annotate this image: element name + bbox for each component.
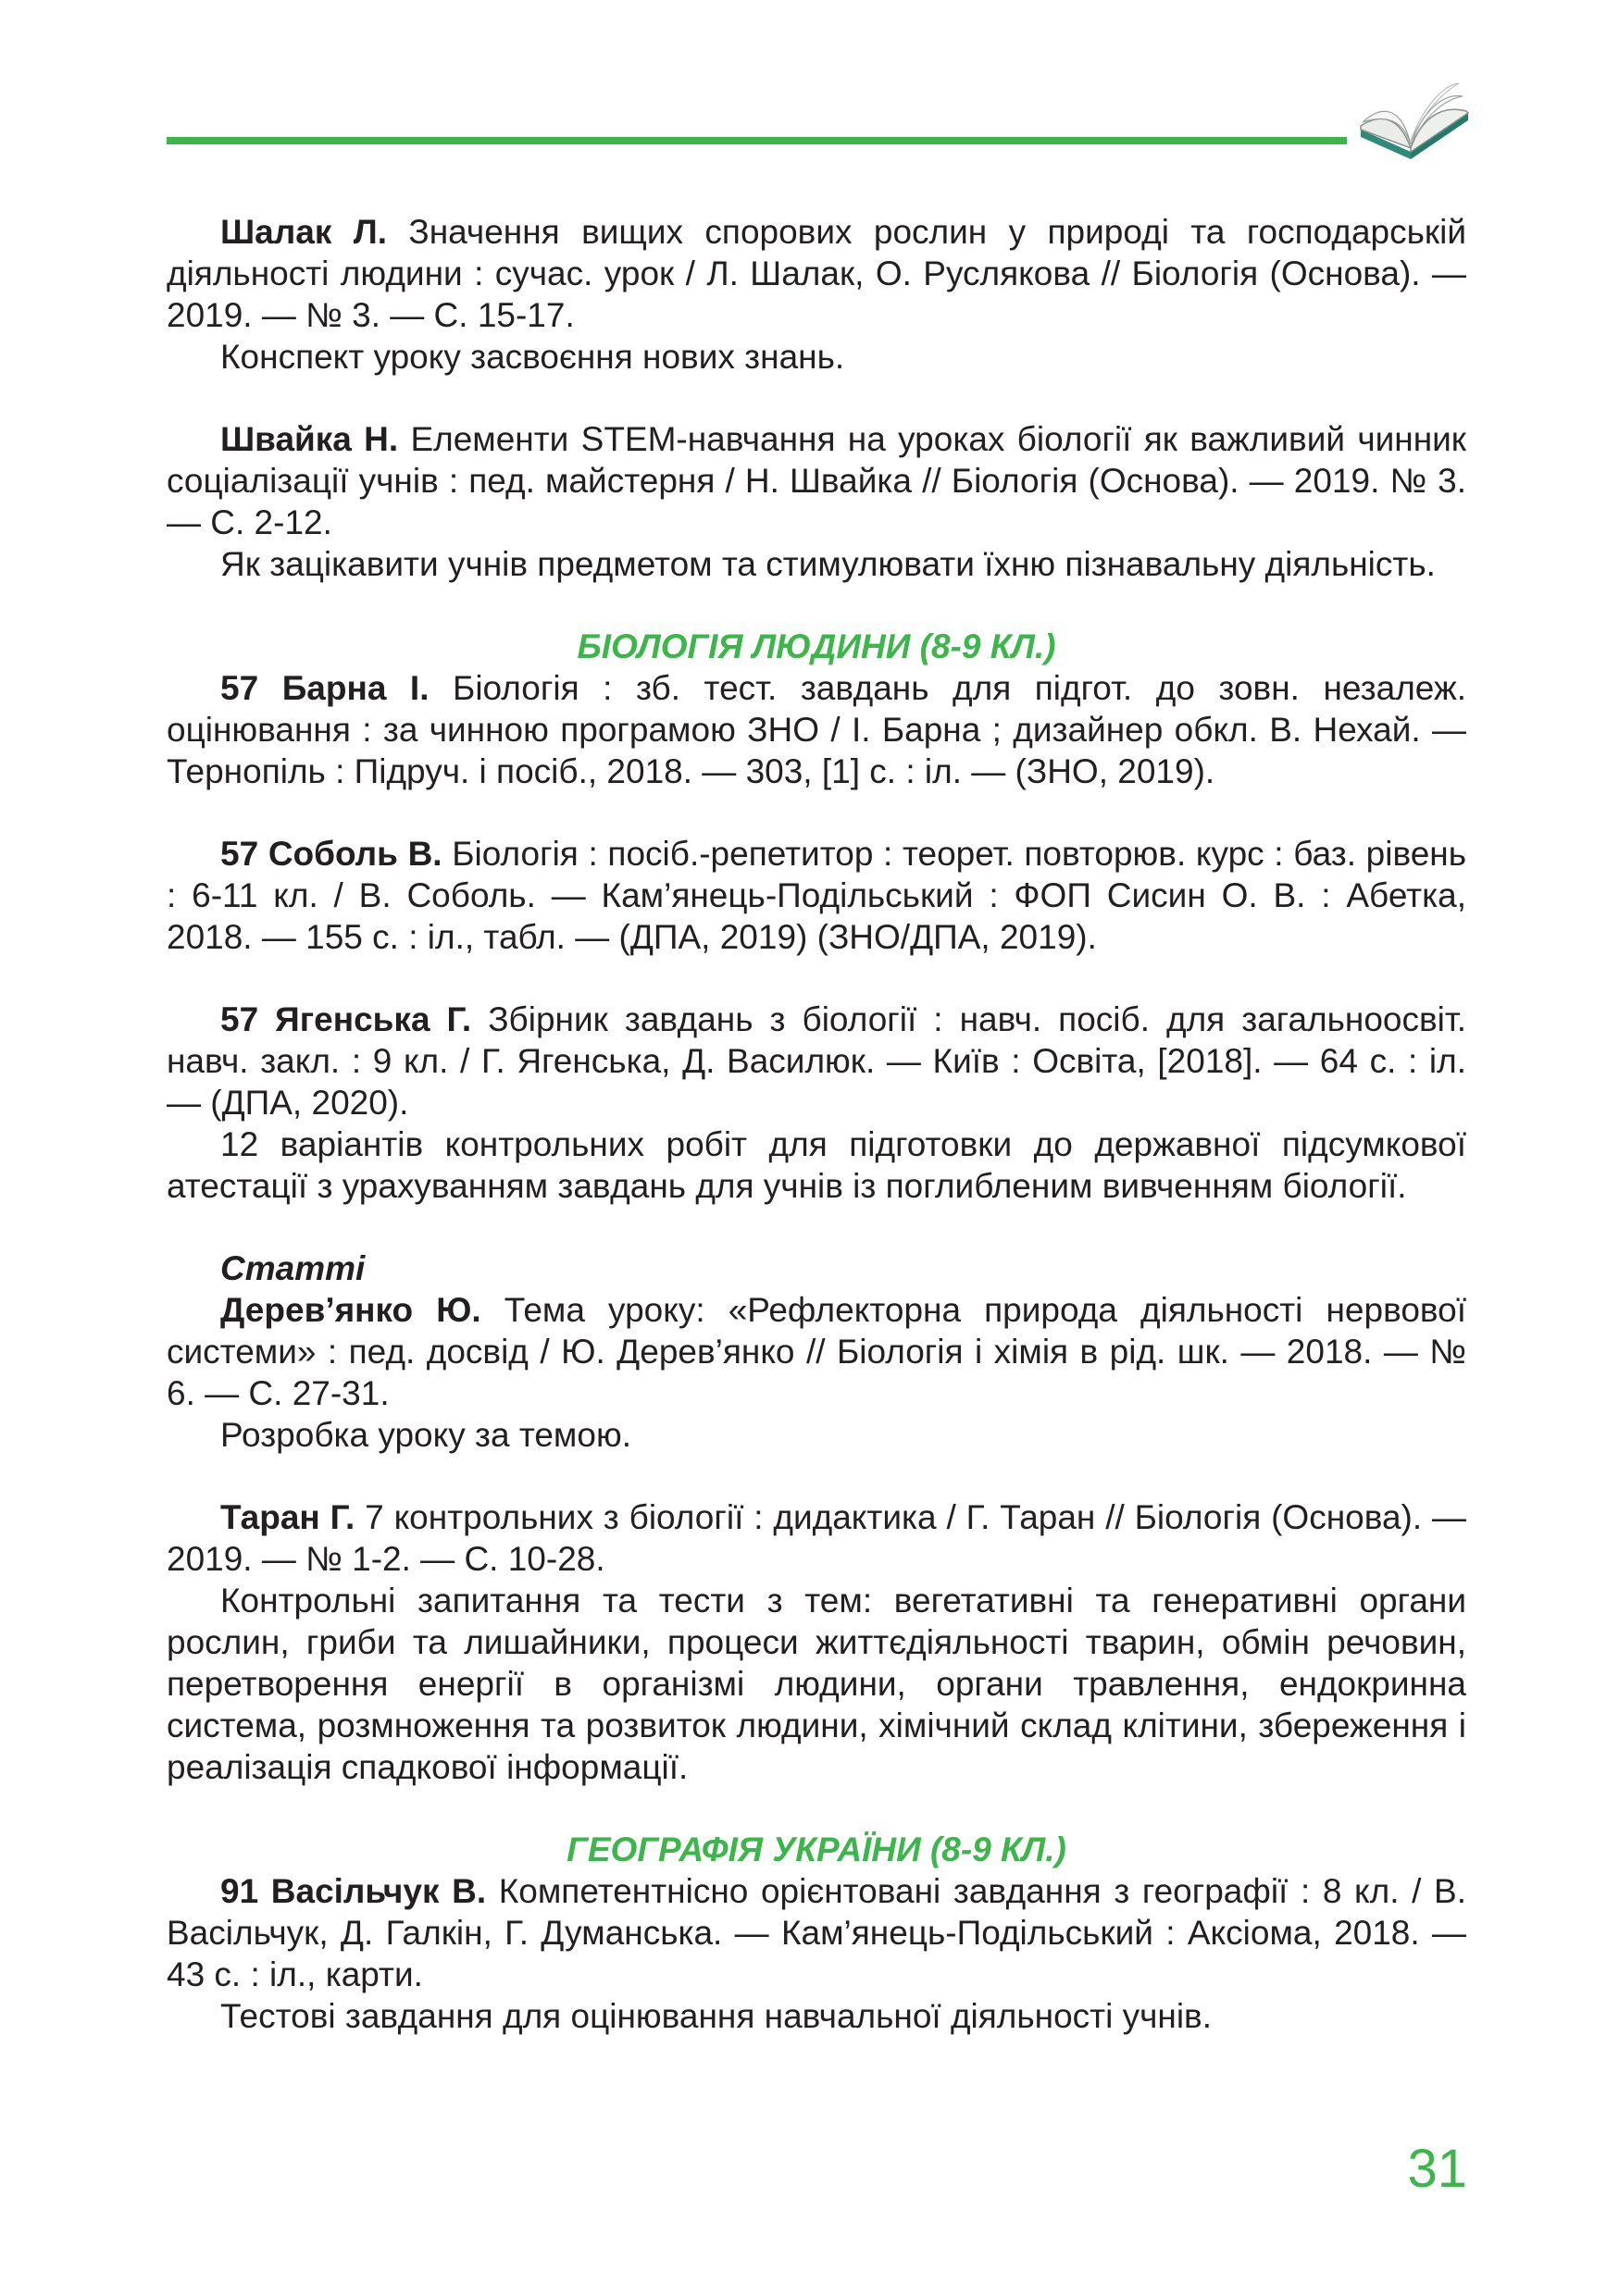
entry-shalak (167, 211, 1466, 378)
entry-annotation: 12 варіантів контрольних робіт для підготовки до державної підсумкової атестації з урахуванням завдань для учнів із поглибленим вивченням біології. (167, 1125, 1466, 1205)
entry-description: Тема уроку: «Рефлекторна природа діяльності нервової системи» : пед. досвід / Ю. Дерев’янко // Біологія і хімія в рід. шк. — 2018. — № 6. — С. 27-31. (167, 1291, 1466, 1412)
entry-description: Збірник завдань з біології : навч. посіб. для загальноосвіт. навч. закл. : 9 кл. / Г. Ягенська, Д. Василюк. — Київ : Освіта, [2018]. — 64 с. : іл. — (ДПА, 2020). (167, 1000, 1466, 1122)
section-heading-biology: БІОЛОГІЯ ЛЮДИНИ (8-9 КЛ.) (577, 627, 1056, 665)
entry-description: Біологія : зб. тест. завдань для підгот. до зовн. незалеж. оцінювання : за чинною програмою ЗНО / І. Барна ; дизайнер обкл. В. Нехай. — Тернопіль : Підруч. і посіб., 2018. — 303, [1] с. : іл. — (ЗНО, 2019). (167, 669, 1466, 790)
section-heading-geography: ГЕОГРАФІЯ УКРАЇНИ (8-9 КЛ.) (567, 1831, 1066, 1868)
entry-derevianko (167, 1289, 1466, 1456)
entry-annotation: Контрольні запитання та тести з тем: вегетативні та генеративні органи рослин, гриби та лишайники, процеси життєдіяльності тварин, обмін речовин, перетворення енергії в організмі людини, органи травлення, ендокринна система, розмноження та розвиток людини, хімічний склад клітини, збереження і реалізація спадкової інформації. (167, 1582, 1466, 1786)
entry-description: Компетентнісно орієнтовані завдання з географії : 8 кл. / В. Васільчук, Д. Галкін, Г. Думанська. — Кам’янець-Подільський : Аксіома, 2018. — 43 с. : іл., карти. (167, 1872, 1466, 1993)
entry-description: 7 контрольних з біології : дидактика / Г. Таран // Біологія (Основа). — 2019. — № 1-2. — С. 10-28. (167, 1498, 1466, 1578)
open-book-icon (1353, 76, 1474, 168)
page-number: 31 (1407, 2139, 1467, 2199)
entry-description: Біологія : посіб.-репетитор : теорет. повторюв. курс : баз. рівень : 6-11 кл. / В. Соболь. — Кам’янець-Подільський : ФОП Сисин О. В. : Абетка, 2018. — 155 с. : іл., табл. — (ДПА, 2019) (ЗНО/ДПА, 2019). (167, 835, 1466, 956)
entry-annotation: Тестові завдання для оцінювання навчальної діяльності учнів. (220, 1997, 1212, 2035)
entry-description: Елементи STEM-навчання на уроках біології як важливий чинник соціалізації учнів : пед. майстерня / Н. Швайка // Біологія (Основа). — 2019. № 3. — С. 2-12. (167, 420, 1466, 541)
entry-author: Швайка Н. (220, 420, 399, 458)
entry-author: 57 Барна І. (220, 669, 430, 707)
entry-taran (167, 1496, 1466, 1788)
entry-author: Таран Г. (220, 1498, 355, 1536)
entry-annotation: Розробка уроку за темою. (220, 1416, 631, 1454)
entry-vasilchuk (167, 1870, 1466, 2037)
entry-annotation: Як зацікавити учнів предметом та стимулювати їхню пізнавальну діяльність. (220, 545, 1436, 583)
entry-author: Дерев’янко Ю. (220, 1291, 481, 1329)
articles-subheading: Статті (220, 1249, 366, 1287)
entry-barna (167, 667, 1466, 792)
entry-shvaika (167, 418, 1466, 585)
entry-author: 91 Васільчук В. (220, 1872, 487, 1910)
header-rule (167, 137, 1347, 144)
bibliography-content (167, 211, 1466, 2078)
entry-author: 57 Ягенська Г. (220, 1000, 472, 1038)
entry-author: 57 Соболь В. (220, 835, 442, 873)
entry-annotation: Конспект уроку засвоєння нових знань. (220, 338, 845, 376)
entry-sobol (167, 833, 1466, 958)
entry-yahenska (167, 999, 1466, 1207)
entry-description: Значення вищих спорових рослин у природі та господарській діяльності людини : сучас. урок / Л. Шалак, О. Руслякова // Біологія (Основа). — 2019. — № 3. — С. 15-17. (167, 213, 1466, 334)
entry-author: Шалак Л. (220, 213, 387, 251)
